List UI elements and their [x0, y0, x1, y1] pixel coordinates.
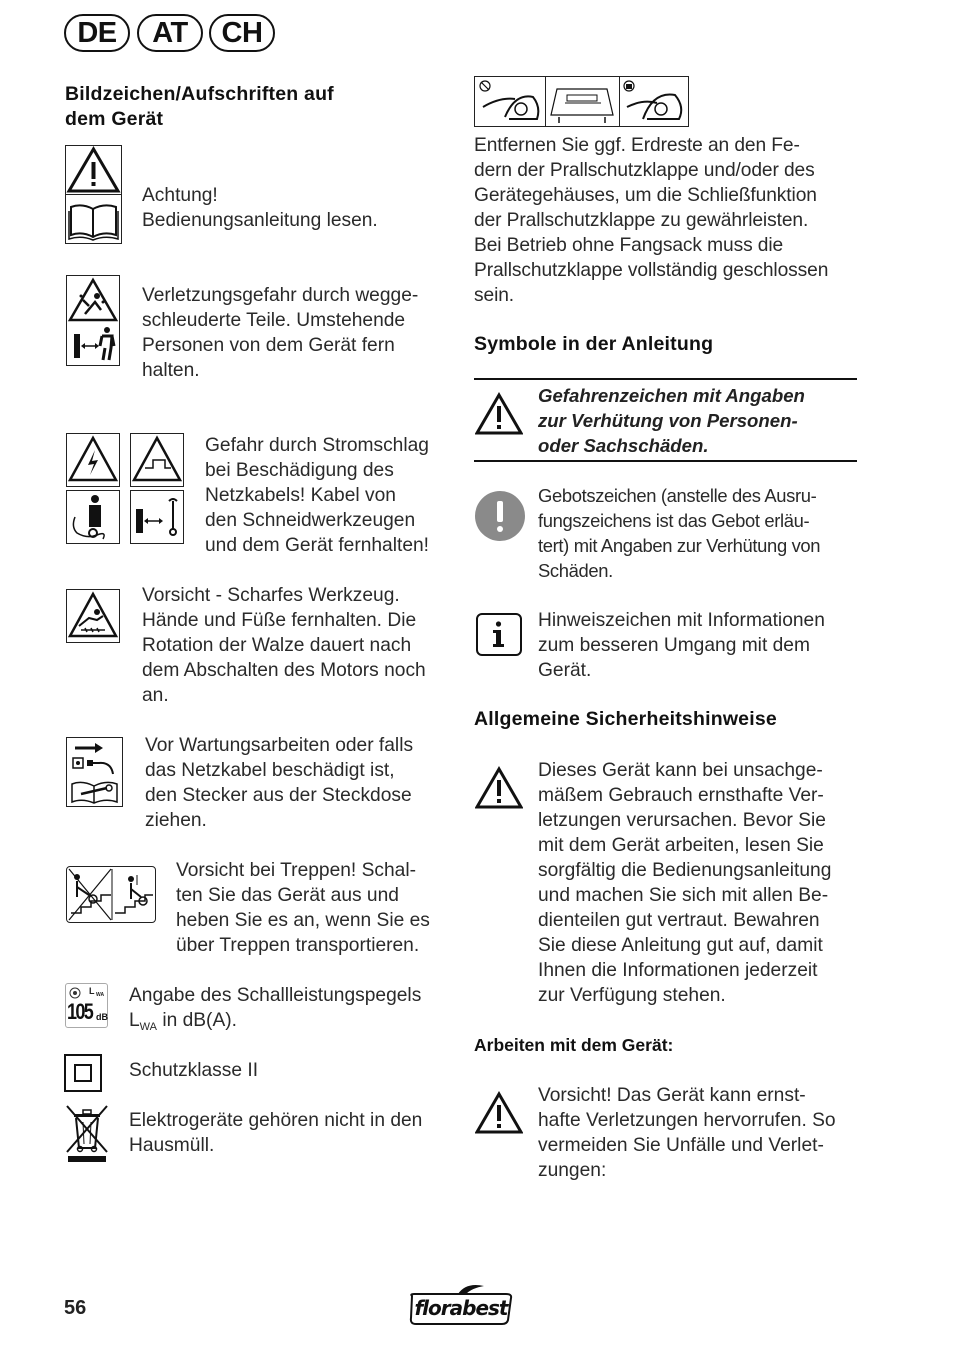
page-number: 56 [64, 1297, 87, 1319]
section-heading-symbols-on-device: Bildzeichen/Aufschriften auf dem Gerät [65, 83, 334, 130]
sound-level-l: L [129, 1010, 140, 1031]
mandatory-exclamation-icon [475, 491, 525, 541]
sound-badge-l: L [89, 986, 95, 996]
sound-badge-value: 105 [67, 999, 93, 1024]
protection-class-icon [64, 1054, 102, 1092]
item-sharp-tool-text: Vorsicht - Scharfes Werkzeug. Hände und Füße fernhalten. Die Rotation der Walze dauert nach dem Abschalten des Motors noch an. [142, 585, 426, 706]
deflector-dirty-icon [480, 81, 538, 119]
general-safety-text: Dieses Gerät kann bei unsachge- mäßem Gebrauch ernsthafte Ver- letzungen verursachen. Bevor Sie mit dem Gerät arbeiten, lesen Sie sorgfältig die Bedienungsanleitung und machen Sie sich mit allen Be- dienteilen gut vertraut. Bewahren Sie diese Anleitung gut auf, damit Ihnen die Informationen jederzeit zur Verfügung stehen. [538, 760, 832, 1006]
danger-box-bottom-rule [474, 460, 857, 462]
stairs-icon [66, 866, 156, 923]
sound-level-rest: in dB(A). [156, 1010, 237, 1031]
sound-level-badge [65, 983, 108, 1028]
intro-paragraph: Entfernen Sie ggf. Erdreste an den Fe- dern der Prallschutzklappe und/oder des Gerätegehäuses, um die Schließfunktion der Prallschutzklappe zu gewährleisten. Bei Betrieb ohne Fangsack muss die Prallschutzklappe vollständig geschlossen sein. [474, 135, 829, 306]
item-unplug-text: Vor Wartungsarbeiten oder falls das Netzkabel beschädigt ist, den Stecker aus der Steckdose ziehen. [145, 735, 414, 831]
sound-badge-wa: WA [96, 992, 105, 998]
work-warning-icon [475, 1091, 523, 1135]
item-sound-level-text [129, 983, 449, 1040]
cable-person-icon [66, 490, 120, 544]
device-front-icon [551, 89, 613, 123]
safety-warning-icon [475, 766, 523, 810]
cable-distance-icon [130, 490, 184, 544]
info-icon [476, 613, 522, 656]
item-protection-class-text: Schutzklasse II [129, 1060, 259, 1081]
unplug-icon [66, 737, 123, 807]
florabest-logo [406, 1284, 516, 1326]
sharp-tool-icon [66, 589, 120, 643]
info-symbol-text: Hinweiszeichen mit Informationen zum besseren Umgang mit dem Gerät. [538, 610, 825, 681]
speaker-icon [69, 987, 81, 999]
danger-box-top-rule [474, 378, 857, 380]
language-badge-at: AT [137, 14, 203, 52]
warning-cable-icon [130, 433, 184, 487]
sound-badge-unit: dB [96, 1012, 108, 1022]
mandatory-symbol-text: Gebotszeichen (anstelle des Ausru- fungszeichens ist das Gebot erläu- tert) mit Angaben zur Verhütung von Schäden. [538, 485, 821, 581]
sound-level-line2 [129, 1008, 449, 1040]
item-electric-shock-text: Gefahr durch Stromschlag bei Beschädigung des Netzkabels! Kabel von den Schneidwerkzeugen und dem Gerät fernhalten! [205, 435, 429, 556]
sound-level-sub: WA [139, 1021, 157, 1033]
danger-symbol-text: Gefahrenzeichen mit Angaben zur Verhütung von Personen- oder Sachschäden. [538, 385, 805, 456]
language-badge-ch: CH [209, 14, 275, 52]
work-warning-text: Vorsicht! Das Gerät kann ernst- hafte Verletzungen hervorrufen. So vermeiden Sie Unfälle und Verlet- zungen: [538, 1085, 836, 1181]
section-heading-symbols-in-manual: Symbole in der Anleitung [474, 333, 714, 355]
deflector-cleaning-illustration [474, 76, 689, 127]
item-read-manual-text: Achtung! Bedienungsanleitung lesen. [142, 185, 378, 231]
language-badge-de: DE [64, 14, 130, 52]
section-heading-working-with-device: Arbeiten mit dem Gerät: [474, 1035, 674, 1055]
electric-shock-icon [66, 433, 120, 487]
sound-level-line1: Angabe des Schallleistungspegels [129, 985, 422, 1006]
weee-bin-icon [64, 1102, 110, 1164]
danger-warning-icon [475, 392, 523, 436]
item-flying-parts-text: Verletzungsgefahr durch wegge- schleuderte Teile. Umstehende Personen von dem Gerät fern halten. [142, 285, 419, 381]
deflector-clean-icon [624, 81, 681, 119]
item-weee-text: Elektrogeräte gehören nicht in den Hausmüll. [129, 1110, 423, 1156]
flying-parts-icon [66, 275, 120, 366]
item-stairs-text: Vorsicht bei Treppen! Schal- ten Sie das Gerät aus und heben Sie es an, wenn Sie es über Treppen transportieren. [176, 860, 430, 956]
section-heading-general-safety: Allgemeine Sicherheitshinweise [474, 708, 777, 730]
florabest-wordmark: florabest [414, 1296, 508, 1320]
